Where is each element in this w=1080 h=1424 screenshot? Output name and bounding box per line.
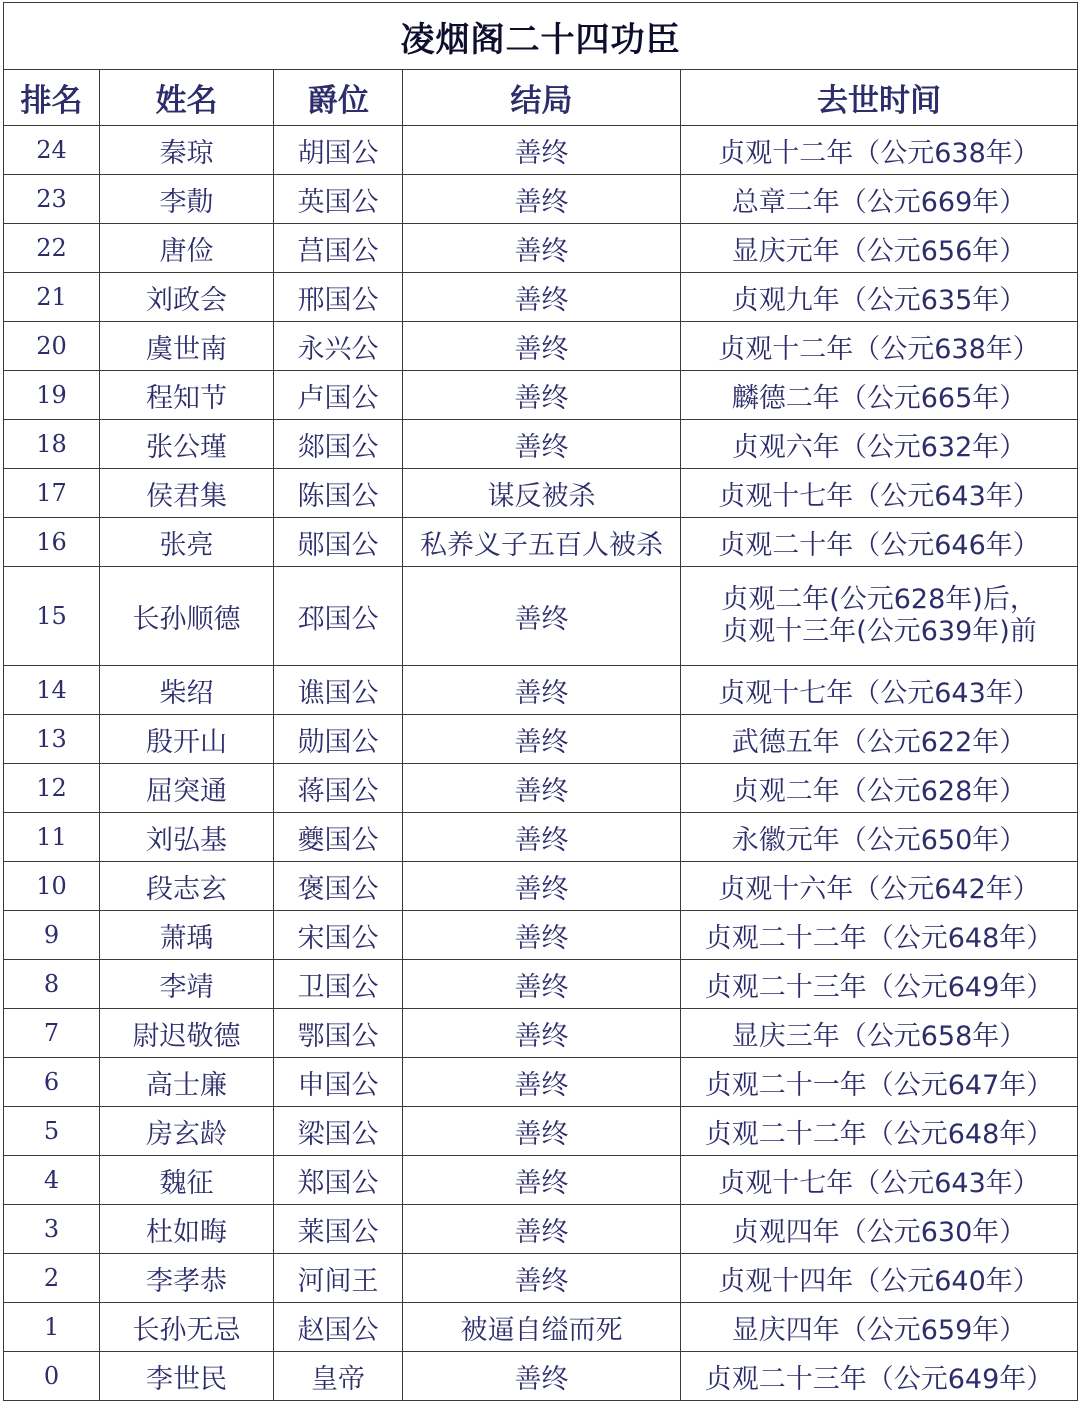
rank-cell: 23 <box>4 175 100 224</box>
rank-cell: 5 <box>4 1107 100 1156</box>
title-cell: 勋国公 <box>274 715 403 764</box>
name-cell: 秦琼 <box>100 126 274 175</box>
name-cell: 侯君集 <box>100 469 274 518</box>
fate-cell: 善终 <box>403 371 681 420</box>
title-cell: 鄂国公 <box>274 1009 403 1058</box>
rank-cell: 12 <box>4 764 100 813</box>
rank-cell: 16 <box>4 518 100 567</box>
rank-cell: 22 <box>4 224 100 273</box>
death-cell: 贞观四年（公元630年） <box>681 1205 1078 1254</box>
table-row <box>4 862 1078 911</box>
fate-cell: 善终 <box>403 322 681 371</box>
fate-cell: 善终 <box>403 1352 681 1401</box>
heroes-table <box>3 2 1078 1401</box>
fate-cell: 善终 <box>403 273 681 322</box>
rank-cell: 17 <box>4 469 100 518</box>
table-row <box>4 322 1078 371</box>
rank-cell: 19 <box>4 371 100 420</box>
header-death: 去世时间 <box>681 70 1078 126</box>
fate-cell: 善终 <box>403 1107 681 1156</box>
death-line: 贞观十三年(公元639年)前 <box>721 616 1037 647</box>
death-cell: 贞观六年（公元632年） <box>681 420 1078 469</box>
table-body <box>4 126 1078 1401</box>
title-cell: 宋国公 <box>274 911 403 960</box>
title-cell: 邳国公 <box>274 567 403 666</box>
rank-cell: 18 <box>4 420 100 469</box>
table-row <box>4 1254 1078 1303</box>
table-row <box>4 175 1078 224</box>
table-row <box>4 1009 1078 1058</box>
title-cell: 郯国公 <box>274 420 403 469</box>
name-cell: 虞世南 <box>100 322 274 371</box>
rank-cell: 14 <box>4 666 100 715</box>
name-cell: 杜如晦 <box>100 1205 274 1254</box>
rank-cell: 21 <box>4 273 100 322</box>
rank-cell: 1 <box>4 1303 100 1352</box>
table-title: 凌烟阁二十四功臣 <box>4 3 1078 70</box>
header-row <box>4 70 1078 126</box>
rank-cell: 7 <box>4 1009 100 1058</box>
death-cell: 贞观二年（公元628年） <box>681 764 1078 813</box>
title-cell: 夔国公 <box>274 813 403 862</box>
name-cell: 刘政会 <box>100 273 274 322</box>
fate-cell: 善终 <box>403 175 681 224</box>
death-line: 贞观二年(公元628年)后， <box>721 584 1037 615</box>
death-cell: 贞观二十年（公元646年） <box>681 518 1078 567</box>
rank-cell: 10 <box>4 862 100 911</box>
table-row <box>4 469 1078 518</box>
title-cell: 蒋国公 <box>274 764 403 813</box>
title-cell: 陈国公 <box>274 469 403 518</box>
table-row <box>4 666 1078 715</box>
title-cell: 永兴公 <box>274 322 403 371</box>
name-cell: 屈突通 <box>100 764 274 813</box>
name-cell: 高士廉 <box>100 1058 274 1107</box>
table-row <box>4 764 1078 813</box>
fate-cell: 善终 <box>403 126 681 175</box>
rank-cell: 11 <box>4 813 100 862</box>
death-cell <box>681 567 1078 666</box>
title-cell: 郑国公 <box>274 1156 403 1205</box>
rank-cell: 8 <box>4 960 100 1009</box>
fate-cell: 善终 <box>403 1205 681 1254</box>
table-row <box>4 126 1078 175</box>
title-cell: 莒国公 <box>274 224 403 273</box>
fate-cell: 谋反被杀 <box>403 469 681 518</box>
name-cell: 李靖 <box>100 960 274 1009</box>
name-cell: 刘弘基 <box>100 813 274 862</box>
rank-cell: 6 <box>4 1058 100 1107</box>
name-cell: 唐俭 <box>100 224 274 273</box>
title-cell: 郧国公 <box>274 518 403 567</box>
death-cell: 贞观十四年（公元640年） <box>681 1254 1078 1303</box>
header-rank: 排名 <box>4 70 100 126</box>
name-cell: 张亮 <box>100 518 274 567</box>
fate-cell: 私养义子五百人被杀 <box>403 518 681 567</box>
header-name: 姓名 <box>100 70 274 126</box>
table-row <box>4 1205 1078 1254</box>
death-cell: 贞观二十三年（公元649年） <box>681 960 1078 1009</box>
name-cell: 尉迟敬德 <box>100 1009 274 1058</box>
table-row <box>4 518 1078 567</box>
title-cell: 梁国公 <box>274 1107 403 1156</box>
name-cell: 李世民 <box>100 1352 274 1401</box>
name-cell: 程知节 <box>100 371 274 420</box>
table-row <box>4 813 1078 862</box>
table-row <box>4 1107 1078 1156</box>
name-cell: 魏征 <box>100 1156 274 1205</box>
title-cell: 胡国公 <box>274 126 403 175</box>
death-cell: 贞观九年（公元635年） <box>681 273 1078 322</box>
table-row <box>4 1156 1078 1205</box>
death-cell: 显庆四年（公元659年） <box>681 1303 1078 1352</box>
name-cell: 张公瑾 <box>100 420 274 469</box>
fate-cell: 善终 <box>403 224 681 273</box>
fate-cell: 善终 <box>403 1156 681 1205</box>
title-cell: 卫国公 <box>274 960 403 1009</box>
death-cell: 显庆元年（公元656年） <box>681 224 1078 273</box>
table-row <box>4 715 1078 764</box>
table-row <box>4 273 1078 322</box>
rank-cell: 0 <box>4 1352 100 1401</box>
title-cell: 赵国公 <box>274 1303 403 1352</box>
rank-cell: 2 <box>4 1254 100 1303</box>
title-row <box>4 3 1078 70</box>
fate-cell: 善终 <box>403 715 681 764</box>
death-cell: 贞观十二年（公元638年） <box>681 322 1078 371</box>
death-cell: 永徽元年（公元650年） <box>681 813 1078 862</box>
title-cell: 褒国公 <box>274 862 403 911</box>
fate-cell: 善终 <box>403 911 681 960</box>
rank-cell: 20 <box>4 322 100 371</box>
fate-cell: 被逼自缢而死 <box>403 1303 681 1352</box>
fate-cell: 善终 <box>403 666 681 715</box>
name-cell: 殷开山 <box>100 715 274 764</box>
table-row <box>4 1352 1078 1401</box>
rank-cell: 24 <box>4 126 100 175</box>
fate-cell: 善终 <box>403 1058 681 1107</box>
name-cell: 李勣 <box>100 175 274 224</box>
name-cell: 柴绍 <box>100 666 274 715</box>
title-cell: 谯国公 <box>274 666 403 715</box>
death-cell: 总章二年（公元669年） <box>681 175 1078 224</box>
death-cell: 贞观二十二年（公元648年） <box>681 1107 1078 1156</box>
death-cell: 显庆三年（公元658年） <box>681 1009 1078 1058</box>
fate-cell: 善终 <box>403 1254 681 1303</box>
title-cell: 皇帝 <box>274 1352 403 1401</box>
death-cell: 贞观十七年（公元643年） <box>681 1156 1078 1205</box>
death-cell: 贞观二十三年（公元649年） <box>681 1352 1078 1401</box>
table-row <box>4 1303 1078 1352</box>
fate-cell: 善终 <box>403 567 681 666</box>
title-cell: 莱国公 <box>274 1205 403 1254</box>
title-cell: 卢国公 <box>274 371 403 420</box>
table-row <box>4 224 1078 273</box>
table-row <box>4 567 1078 666</box>
name-cell: 长孙无忌 <box>100 1303 274 1352</box>
death-cell: 贞观十七年（公元643年） <box>681 666 1078 715</box>
title-cell: 英国公 <box>274 175 403 224</box>
title-cell: 河间王 <box>274 1254 403 1303</box>
death-cell: 贞观十六年（公元642年） <box>681 862 1078 911</box>
death-cell: 贞观二十二年（公元648年） <box>681 911 1078 960</box>
name-cell: 房玄龄 <box>100 1107 274 1156</box>
rank-cell: 9 <box>4 911 100 960</box>
fate-cell: 善终 <box>403 764 681 813</box>
table-row <box>4 420 1078 469</box>
death-cell: 麟德二年（公元665年） <box>681 371 1078 420</box>
table-row <box>4 960 1078 1009</box>
rank-cell: 13 <box>4 715 100 764</box>
table-row <box>4 371 1078 420</box>
fate-cell: 善终 <box>403 420 681 469</box>
rank-cell: 3 <box>4 1205 100 1254</box>
name-cell: 长孙顺德 <box>100 567 274 666</box>
rank-cell: 15 <box>4 567 100 666</box>
death-cell: 贞观十七年（公元643年） <box>681 469 1078 518</box>
name-cell: 段志玄 <box>100 862 274 911</box>
header-title: 爵位 <box>274 70 403 126</box>
title-cell: 邢国公 <box>274 273 403 322</box>
name-cell: 李孝恭 <box>100 1254 274 1303</box>
fate-cell: 善终 <box>403 960 681 1009</box>
fate-cell: 善终 <box>403 862 681 911</box>
death-cell: 贞观十二年（公元638年） <box>681 126 1078 175</box>
table-row <box>4 1058 1078 1107</box>
death-cell: 贞观二十一年（公元647年） <box>681 1058 1078 1107</box>
header-fate: 结局 <box>403 70 681 126</box>
fate-cell: 善终 <box>403 813 681 862</box>
death-cell: 武德五年（公元622年） <box>681 715 1078 764</box>
fate-cell: 善终 <box>403 1009 681 1058</box>
title-cell: 申国公 <box>274 1058 403 1107</box>
rank-cell: 4 <box>4 1156 100 1205</box>
table-row <box>4 911 1078 960</box>
name-cell: 萧瑀 <box>100 911 274 960</box>
